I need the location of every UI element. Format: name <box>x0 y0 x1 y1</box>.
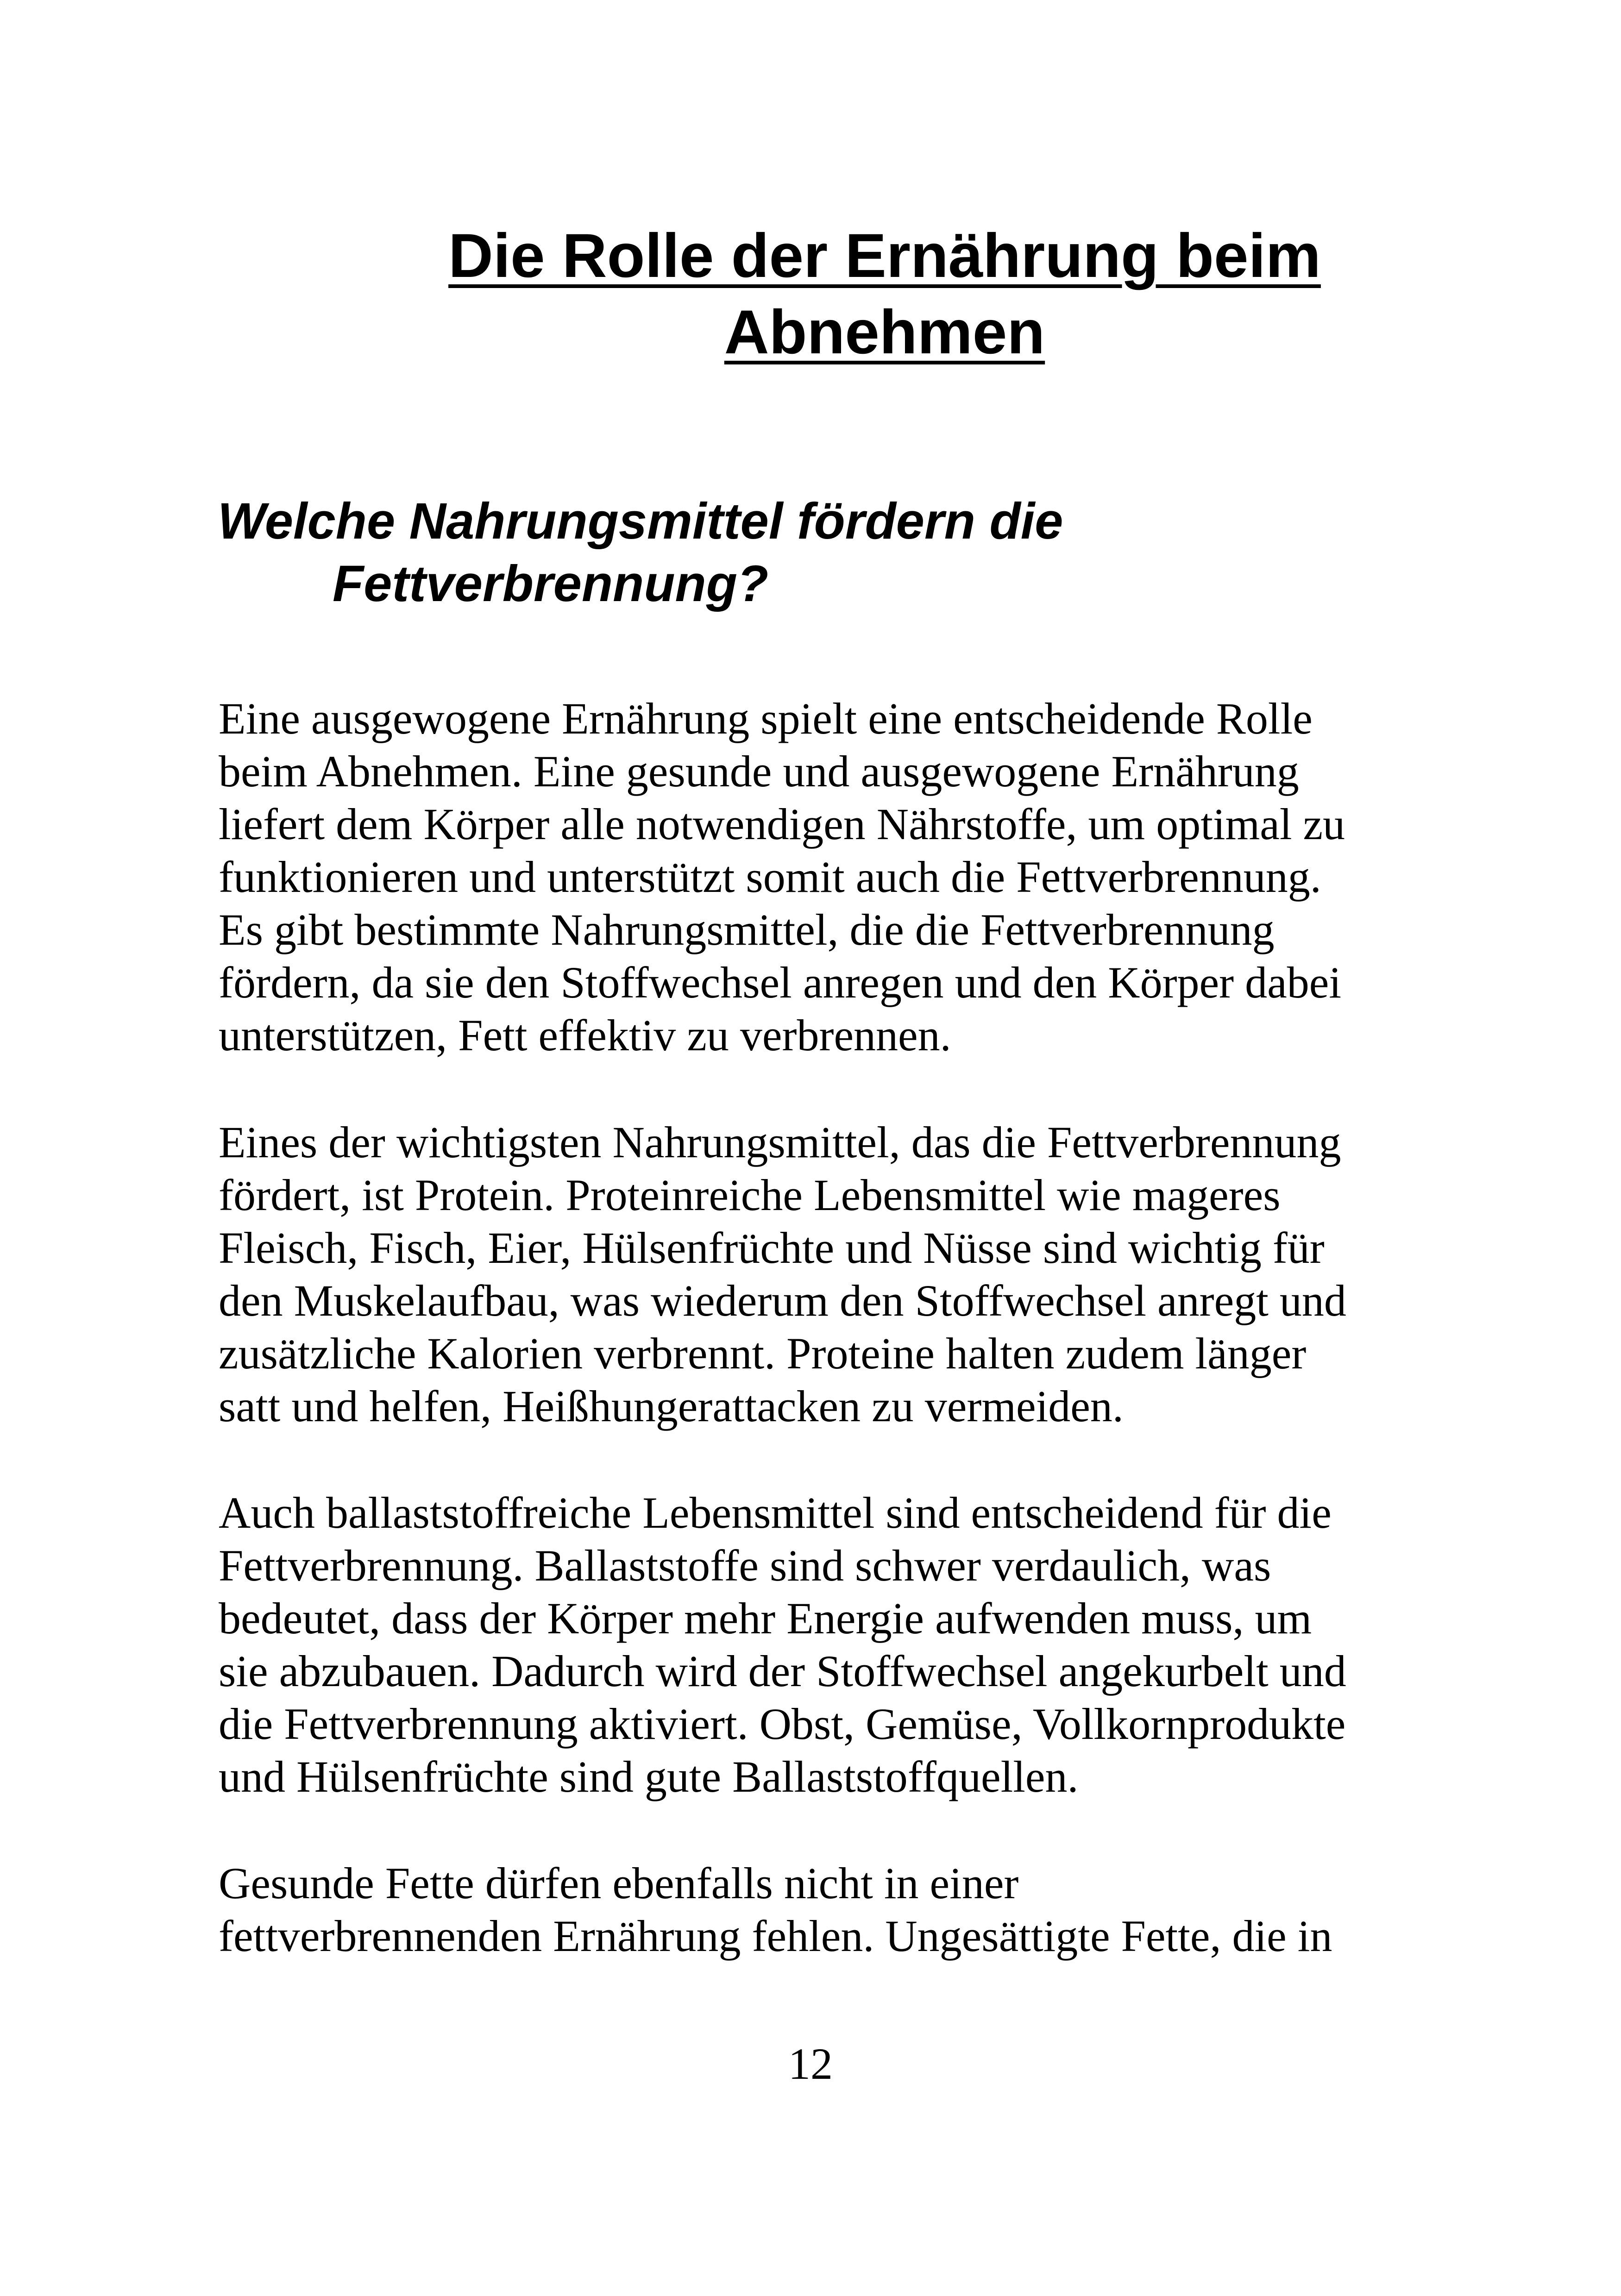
text-line: und Hülsenfrüchte sind gute Ballaststoffquellen. <box>219 1752 1079 1801</box>
text-line: fettverbrennenden Ernährung fehlen. Ungesättigte Fette, die in <box>219 1911 1332 1961</box>
text-line: Fleisch, Fisch, Eier, Hülsenfrüchte und Nüsse sind wichtig für <box>219 1223 1325 1273</box>
text-line: sie abzubauen. Dadurch wird der Stoffwechsel angekurbelt und <box>219 1646 1346 1696</box>
text-line: unterstützen, Fett effektiv zu verbrennen. <box>219 1010 951 1060</box>
paragraph-fiber <box>219 1487 1423 1803</box>
text-line: die Fettverbrennung aktiviert. Obst, Gemüse, Vollkornprodukte <box>219 1699 1346 1749</box>
page-title: Die Rolle der Ernährung beim <box>448 221 1321 290</box>
text-line: satt und helfen, Heißhungerattacken zu vermeiden. <box>219 1381 1124 1431</box>
page-number: 12 <box>788 2039 833 2089</box>
paragraph-balanced-diet <box>219 692 1423 1062</box>
text-line: Eines der wichtigsten Nahrungsmittel, das die Fettverbrennung <box>219 1117 1341 1167</box>
text-line: Gesunde Fette dürfen ebenfalls nicht in einer <box>219 1858 1019 1908</box>
section-heading-continued: Fettverbrennung? <box>333 555 769 612</box>
text-line: Fettverbrennung. Ballaststoffe sind schwer verdaulich, was <box>219 1541 1271 1590</box>
paragraph-healthy-fats <box>219 1857 1423 1963</box>
text-line: zusätzliche Kalorien verbrennt. Proteine halten zudem länger <box>219 1329 1307 1378</box>
text-line: bedeutet, dass der Körper mehr Energie aufwenden muss, um <box>219 1593 1312 1643</box>
text-line: Es gibt bestimmte Nahrungsmittel, die die Fettverbrennung <box>219 905 1275 954</box>
text-line: funktionieren und unterstützt somit auch die Fettverbrennung. <box>219 852 1321 902</box>
paragraph-protein <box>219 1116 1423 1433</box>
text-line: fördern, da sie den Stoffwechsel anregen und den Körper dabei <box>219 958 1341 1007</box>
text-line: fördert, ist Protein. Proteinreiche Lebensmittel wie mageres <box>219 1170 1281 1220</box>
text-line: den Muskelaufbau, was wiederum den Stoffwechsel anregt und <box>219 1276 1346 1325</box>
text-line: Eine ausgewogene Ernährung spielt eine entscheidende Rolle <box>219 694 1313 743</box>
text-line: liefert dem Körper alle notwendigen Nährstoffe, um optimal zu <box>219 799 1345 849</box>
page-title-continued: Abnehmen <box>724 298 1045 367</box>
text-line: beim Abnehmen. Eine gesunde und ausgewogene Ernährung <box>219 747 1299 796</box>
section-heading: Welche Nahrungsmittel fördern die <box>218 493 1063 550</box>
text-line: Auch ballaststoffreiche Lebensmittel sind entscheidend für die <box>219 1488 1332 1537</box>
